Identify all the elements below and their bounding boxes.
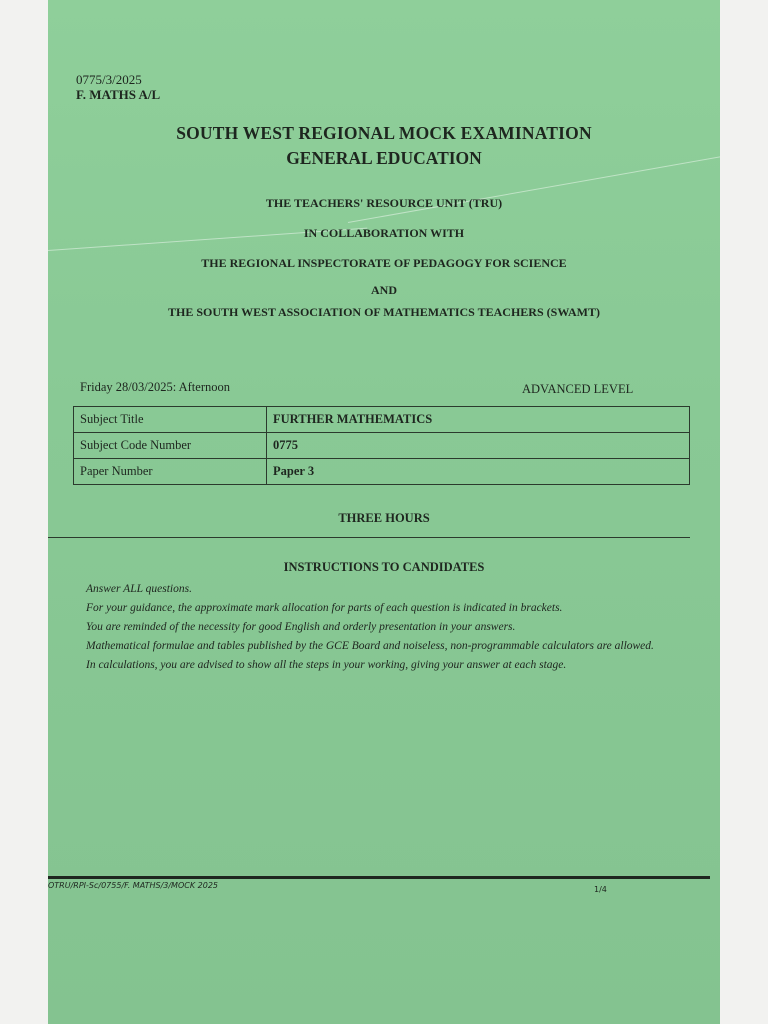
instruction-item: You are reminded of the necessity for good English and orderly presentation in your answers. (86, 621, 516, 633)
instruction-item: Mathematical formulae and tables published by the GCE Board and noiseless, non-programmable calculators are allowed. (86, 640, 654, 652)
organizer-inspectorate: THE REGIONAL INSPECTORATE OF PEDAGOGY FOR SCIENCE (201, 256, 567, 270)
subject-short: F. MATHS A/L (76, 87, 161, 102)
footer-divider (48, 876, 710, 879)
exam-cover-sheet (48, 0, 720, 1024)
organizer-tru: THE TEACHERS' RESOURCE UNIT (TRU) (265, 196, 503, 210)
table-label: Paper Number (74, 459, 267, 485)
paper-code: 0775/3/2025 (76, 72, 142, 87)
instruction-item: Answer ALL questions. (86, 583, 192, 595)
table-label: Subject Code Number (74, 433, 267, 459)
instructions-heading: INSTRUCTIONS TO CANDIDATES (283, 560, 485, 574)
instruction-item: In calculations, you are advised to show all the steps in your working, giving your answer at each stage. (86, 659, 567, 671)
table-value: FURTHER MATHEMATICS (267, 407, 690, 433)
exam-level: ADVANCED LEVEL (522, 382, 634, 396)
paper-code-block (76, 72, 160, 102)
exam-title: SOUTH WEST REGIONAL MOCK EXAMINATION (176, 123, 592, 143)
organizer-swamt: THE SOUTH WEST ASSOCIATION OF MATHEMATICS TEACHERS (SWAMT) (168, 305, 600, 319)
divider (48, 537, 690, 538)
subject-info-table (73, 406, 690, 485)
table-row (74, 407, 690, 433)
exam-duration: THREE HOURS (338, 511, 430, 525)
organizer-and: AND (371, 283, 397, 297)
instructions-list (86, 580, 716, 675)
exam-date: Friday 28/03/2025: Afternoon (80, 380, 230, 394)
footer-reference: OTRU/RPI-Sc/0755/F. MATHS/3/MOCK 2025 (48, 881, 218, 890)
table-label: Subject Title (74, 407, 267, 433)
organizer-collab: IN COLLABORATION WITH (303, 226, 465, 240)
table-row (74, 459, 690, 485)
table-value: Paper 3 (267, 459, 690, 485)
table-row (74, 433, 690, 459)
exam-subtitle: GENERAL EDUCATION (286, 148, 482, 168)
table-value: 0775 (267, 433, 690, 459)
page-number: 1/4 (594, 885, 607, 894)
instruction-item: For your guidance, the approximate mark allocation for parts of each question is indicated in brackets. (86, 602, 563, 614)
